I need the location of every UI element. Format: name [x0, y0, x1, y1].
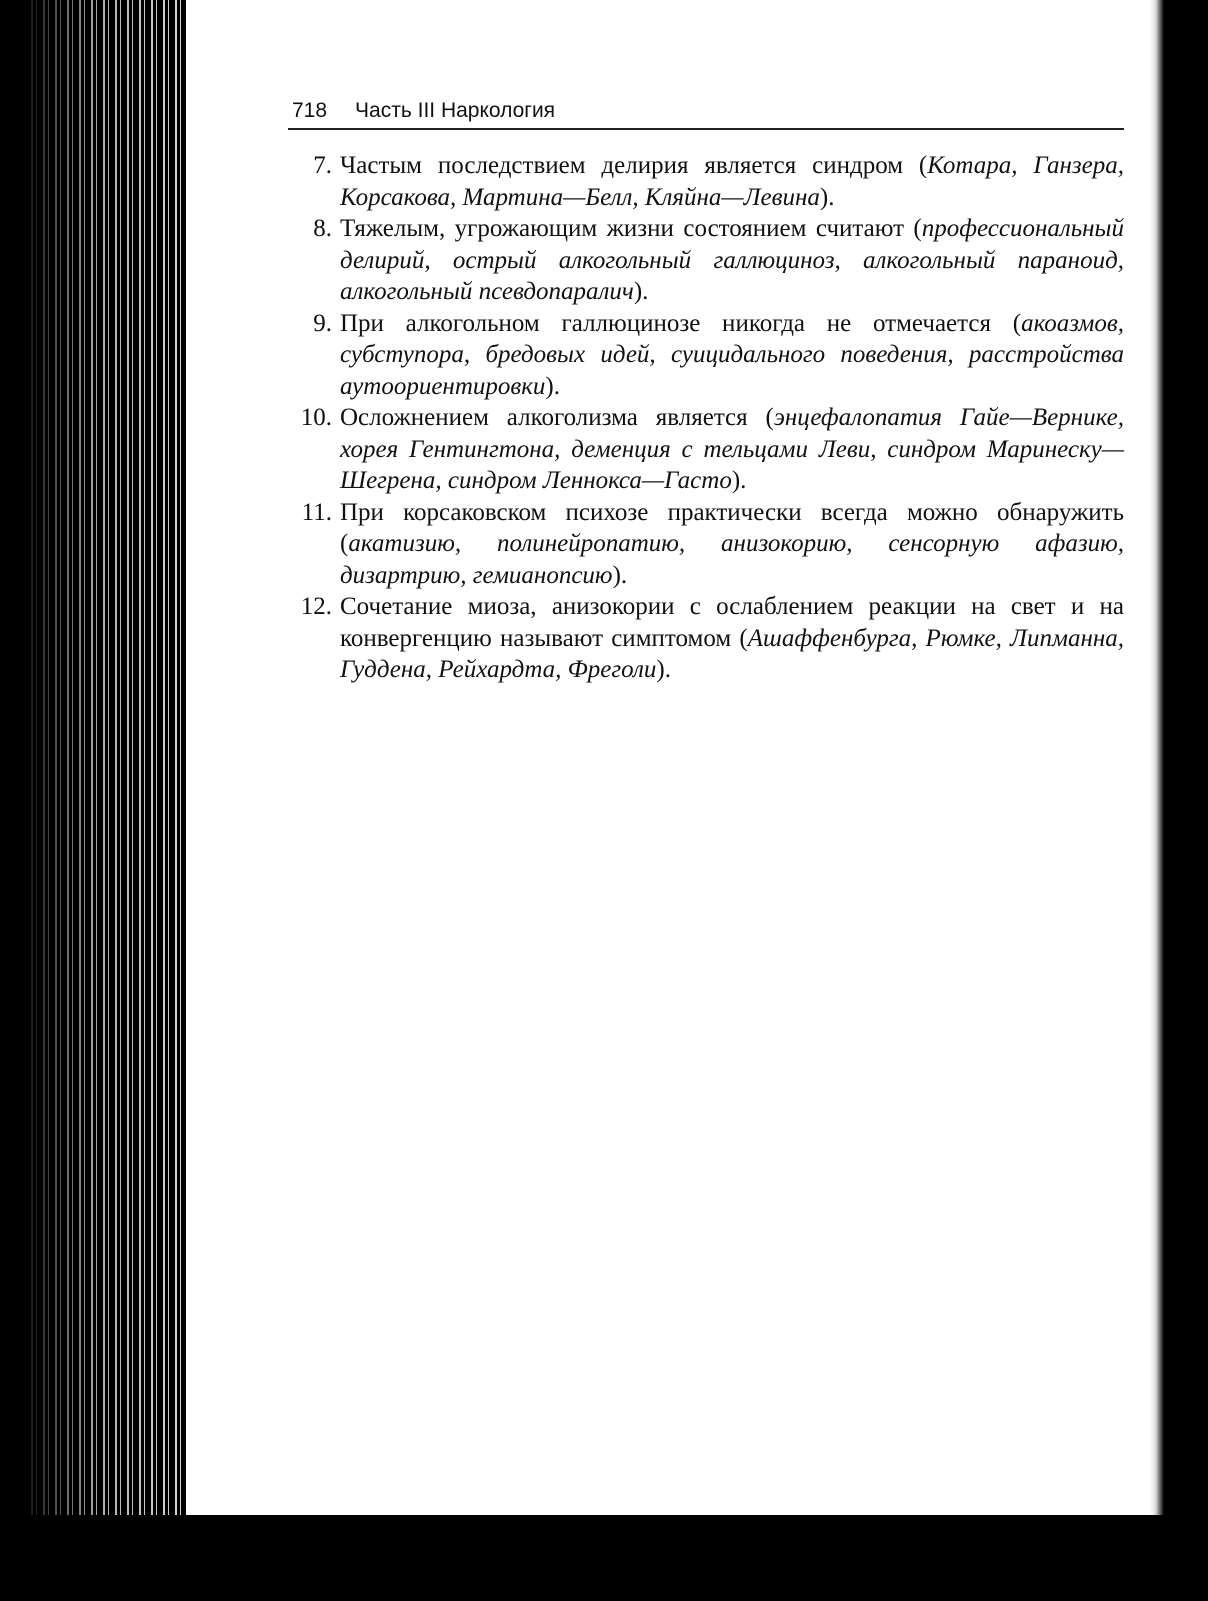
- item-number: 12.: [300, 593, 332, 620]
- list-item: [284, 497, 1124, 592]
- list-item: [284, 591, 1124, 686]
- running-title: Часть III Наркология: [355, 99, 556, 122]
- item-tail: ).: [819, 183, 835, 211]
- item-lead: Осложнением алкоголизма является (: [340, 404, 774, 431]
- item-tail: ).: [545, 372, 560, 400]
- item-number: 9.: [313, 309, 332, 337]
- item-number: 10.: [300, 404, 332, 431]
- item-text: [340, 497, 1124, 592]
- item-lead: Частым последствием делирия является синдром (: [340, 152, 928, 179]
- question-list: [284, 150, 1124, 686]
- item-options: акатизию, полинейропатию, анизокорию, сенсорную афазию, дизартрию, гемианопсию: [340, 530, 1124, 589]
- item-text: [340, 308, 1124, 403]
- item-lead: Сочетание миоза, анизокории с ослаблением реакции на свет и на конвергенцию называют симптомом (: [340, 593, 1124, 652]
- item-number: 7.: [313, 152, 332, 179]
- item-tail: ).: [633, 278, 649, 305]
- item-text: [340, 150, 1124, 213]
- item-lead: При корсаковском психозе практически всегда можно обнаружить (: [340, 498, 1124, 557]
- running-head: [292, 96, 1122, 126]
- item-text: [340, 213, 1124, 308]
- item-text: [340, 402, 1124, 497]
- item-number: 11.: [301, 498, 332, 526]
- list-item: [284, 402, 1124, 497]
- item-lead: Тяжелым, угрожающим жизни состоянием считают (: [340, 215, 922, 242]
- list-item: [284, 150, 1124, 213]
- list-item: [284, 308, 1124, 403]
- item-tail: ).: [731, 467, 747, 494]
- item-options: Ашаффенбурга, Рюмке, Липманна, Гуддена, Рейхардта, Фреголи: [340, 624, 1124, 683]
- item-options: профессиональный делирий, острый алкогольный галлюциноз, алкогольный параноид, алкогольный псевдопаралич: [340, 215, 1124, 305]
- book-page-edges-shadow: [28, 0, 188, 1520]
- item-text: [340, 591, 1124, 686]
- item-tail: ).: [656, 656, 671, 683]
- item-lead: При алкогольном галлюцинозе никогда не отмечается (: [340, 309, 1022, 337]
- page-number: 718: [292, 99, 328, 122]
- item-options: энцефалопатия Гайе—Вернике, хорея Гентингтона, деменция с тельцами Леви, синдром Маринеску—Шегрена, синдром Леннокса—Гасто: [340, 404, 1125, 494]
- list-item: [284, 213, 1124, 308]
- item-tail: ).: [612, 561, 628, 589]
- bottom-scan-edge: [0, 1515, 1208, 1601]
- item-options: Котара, Ганзера, Корсакова, Мартина—Белл, Кляйна—Левина: [340, 152, 1125, 211]
- item-options: акоазмов, субступора, бредовых идей, суицидального поведения, расстройства аутоориентировки: [340, 309, 1124, 400]
- item-number: 8.: [313, 215, 332, 242]
- right-scan-edge: [1160, 0, 1208, 1601]
- header-rule: [288, 128, 1124, 130]
- right-page-curl: [1150, 0, 1164, 1515]
